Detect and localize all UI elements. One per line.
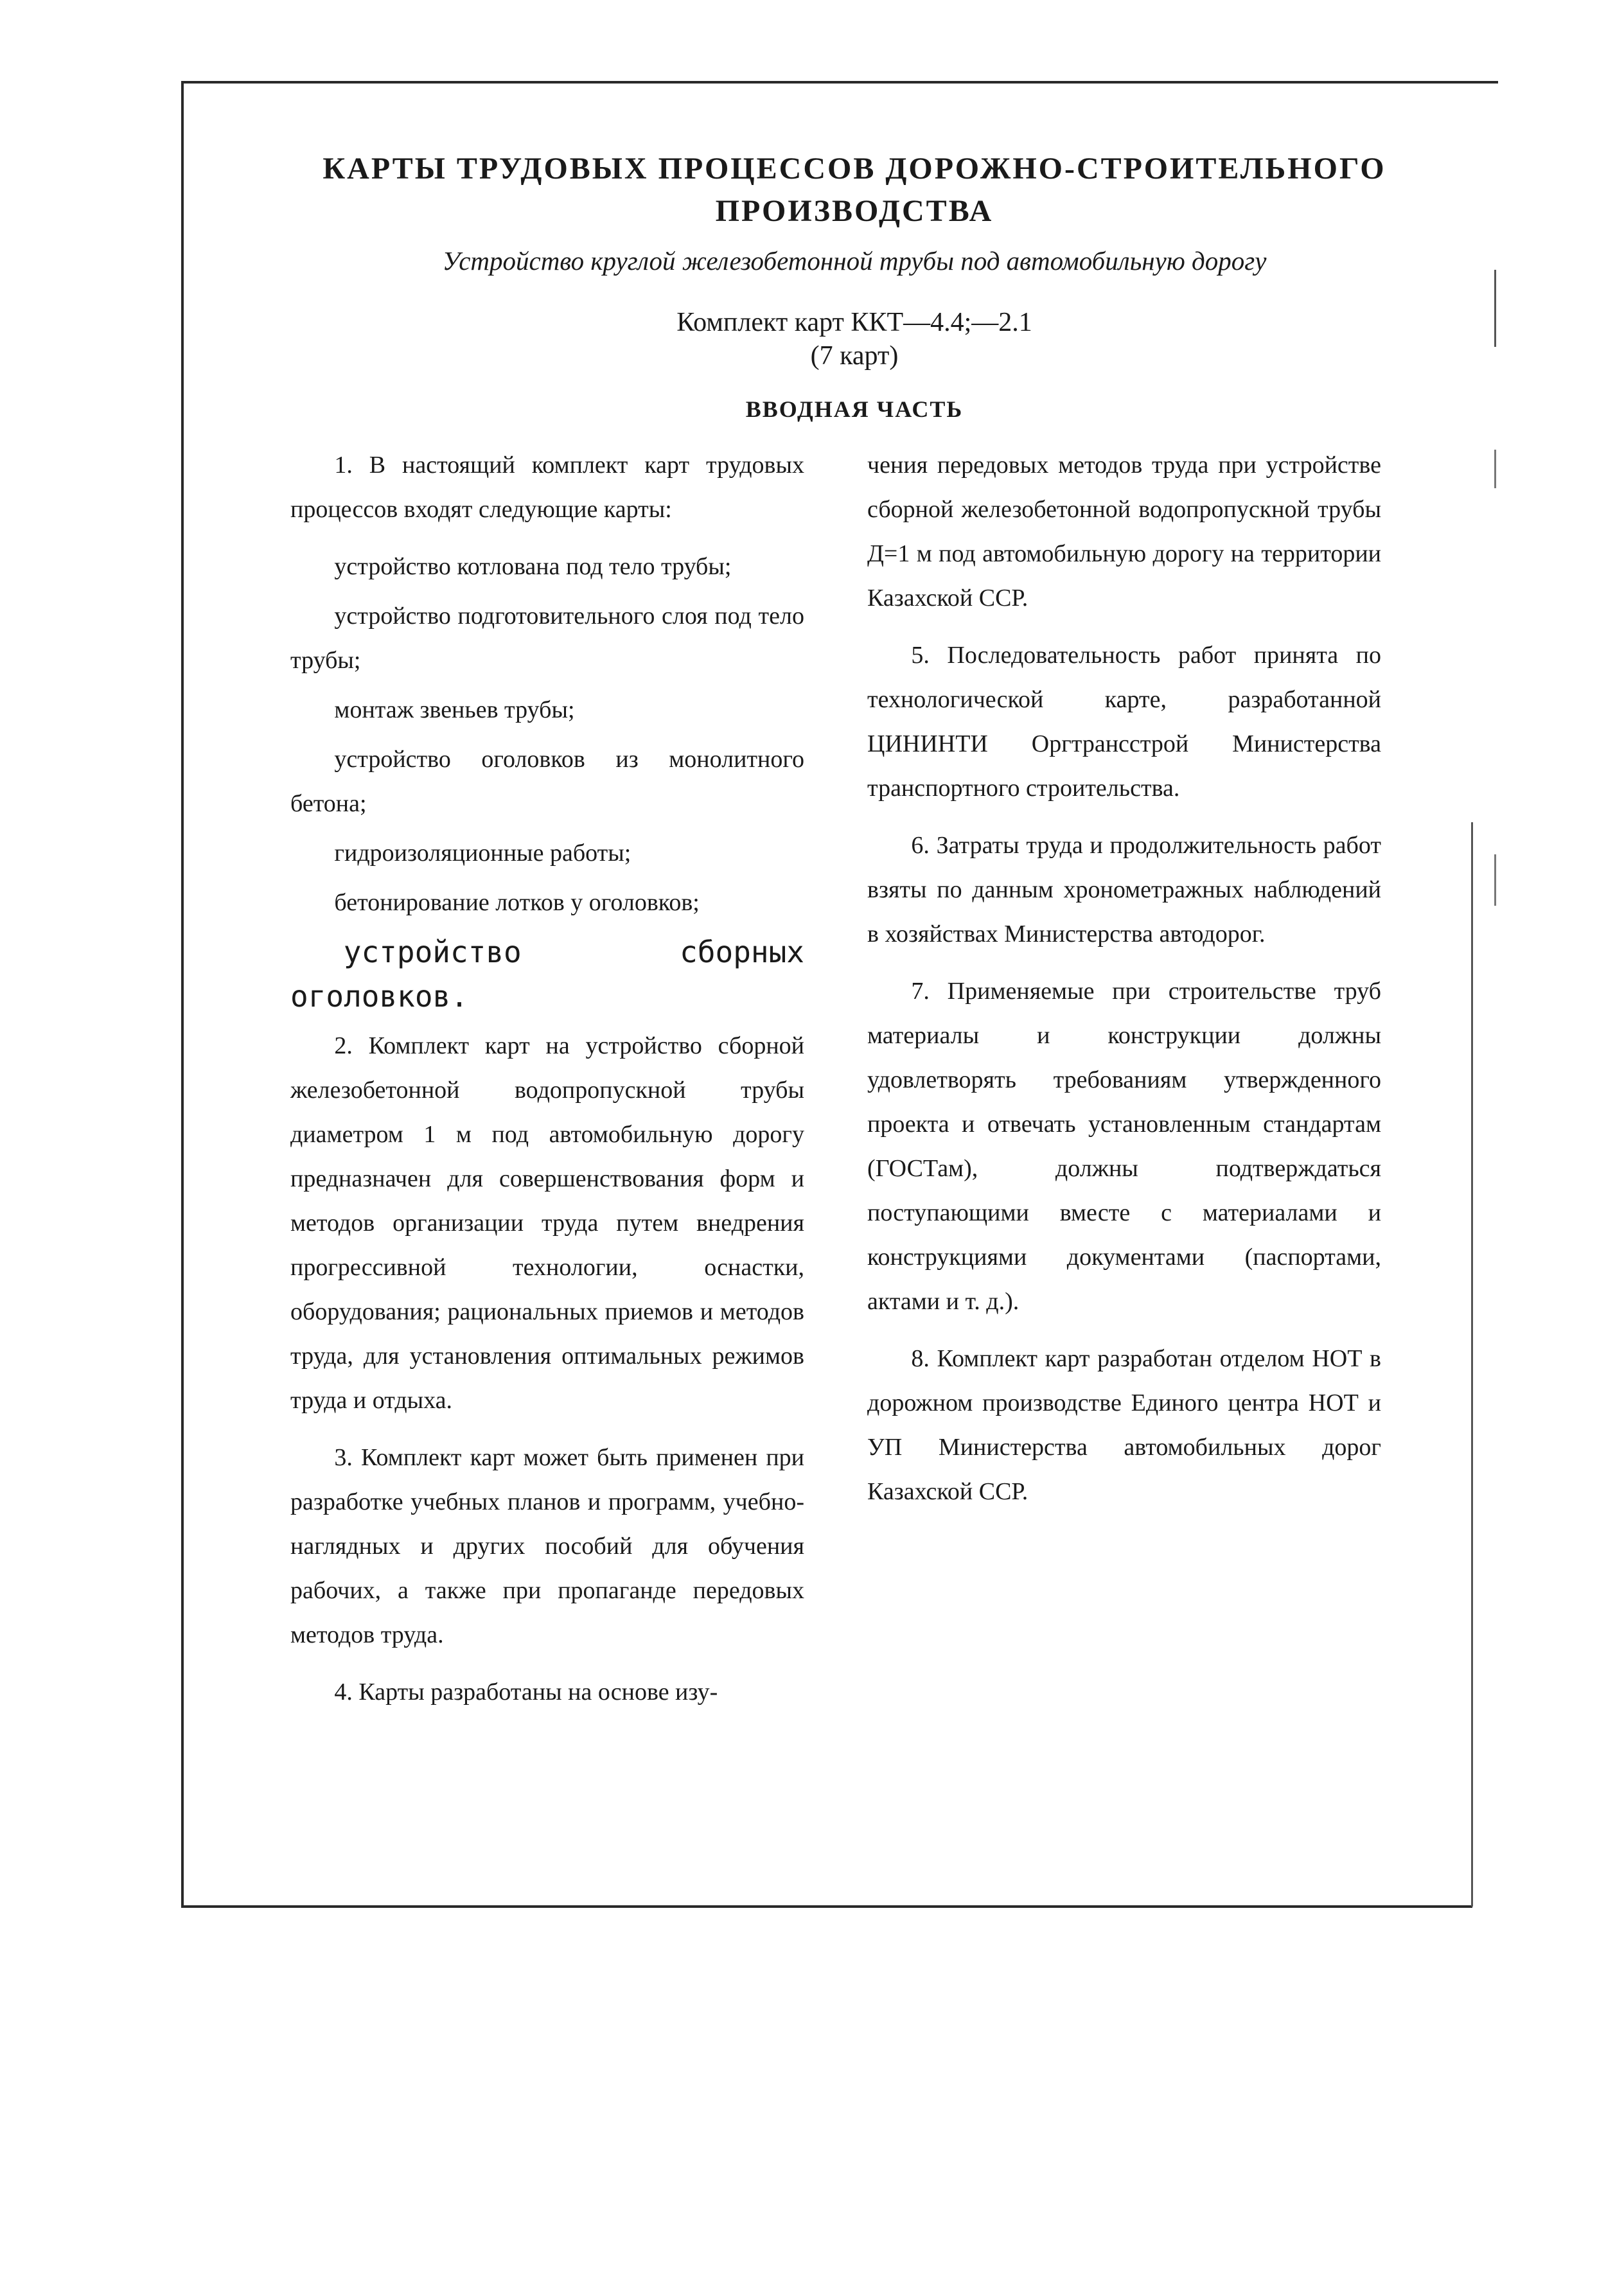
title-line-2: ПРОИЗВОДСТВА <box>715 194 994 228</box>
section-heading: ВВОДНАЯ ЧАСТЬ <box>745 396 964 422</box>
frame-top-line <box>181 81 1498 84</box>
paragraph-1: 1. В настоящий комплект карт трудовых процессов входят следующие карты: <box>290 452 804 523</box>
paragraph-4: 4. Карты разработаны на основе изу- <box>334 1679 718 1706</box>
frame-left-line <box>181 81 184 1907</box>
paragraph-3: 3. Комплект карт может быть применен при разработке учебных планов и программ, учебно-наглядных и других пособий для обучения рабочих, а также при пропаганде передовых методов труда. <box>290 1444 804 1648</box>
paragraph-2: 2. Комплект карт на устройство сборной железобетонной водопропускной трубы диаметром 1 м под автомобильную дорогу предназначен для совершенствования форм и методов организации труда путем внедрения прогрессивной технологии, оснастки, оборудования; рациональных приемов и методов труда, для установления оптимальных режимов труда и отдыха. <box>290 1032 804 1414</box>
left-column <box>290 443 804 1727</box>
title-line-1: КАРТЫ ТРУДОВЫХ ПРОЦЕССОВ ДОРОЖНО-СТРОИТЕЛЬНОГО <box>322 152 1386 186</box>
frame-right-mark <box>1494 450 1496 488</box>
document-subtitle: Устройство круглой железобетонной трубы под автомобильную дорогу <box>442 246 1267 276</box>
paragraph-4-continued: чения передовых методов труда при устройстве сборной железобетонной водопропускной трубы Д=1 м под автомобильную дорогу на территории Казахской ССР. <box>867 452 1381 612</box>
frame-right-mark <box>1494 270 1496 347</box>
list-item: монтаж звеньев трубы; <box>334 696 575 723</box>
frame-bottom-line <box>181 1905 1472 1908</box>
kit-count: (7 карт) <box>810 341 899 371</box>
paragraph-6: 6. Затраты труда и продолжительность работ взяты по данным хронометражных наблюдений в хозяйствах Министерства автодорог. <box>867 832 1381 948</box>
frame-right-line <box>1471 822 1473 1907</box>
list-item: устройство сборных оголовков. <box>290 935 804 1014</box>
frame-right-mark <box>1494 854 1496 906</box>
document-title <box>257 148 1452 233</box>
list-item: устройство оголовков из монолитного бетона; <box>290 746 804 817</box>
list-item: бетонирование лотков у оголовков; <box>334 889 700 916</box>
kit-code: Комплект карт ККТ—4.4;—2.1 <box>676 308 1032 337</box>
kit-designation <box>257 306 1452 373</box>
list-item: устройство подготовительного слоя под тело трубы; <box>290 603 804 674</box>
list-item: гидроизоляционные работы; <box>334 840 631 867</box>
paragraph-8: 8. Комплект карт разработан отделом НОТ в дорожном производстве Единого центра НОТ и УП Министерства автомобильных дорог Казахской ССР. <box>867 1345 1381 1505</box>
right-column <box>867 443 1381 1527</box>
paragraph-7: 7. Применяемые при строительстве труб материалы и конструкции должны удовлетворять требованиям утвержденного проекта и отвечать установленным стандартам (ГОСТам), должны подтверждаться поступающими вместе с материалами и конструкциями документами (паспортами, актами и т. д.). <box>867 978 1381 1315</box>
paragraph-5: 5. Последовательность работ принята по технологической карте, разработанной ЦИНИНТИ Оргтрансстрой Министерства транспортного строительства. <box>867 642 1381 802</box>
list-item: устройство котлована под тело трубы; <box>334 553 732 580</box>
